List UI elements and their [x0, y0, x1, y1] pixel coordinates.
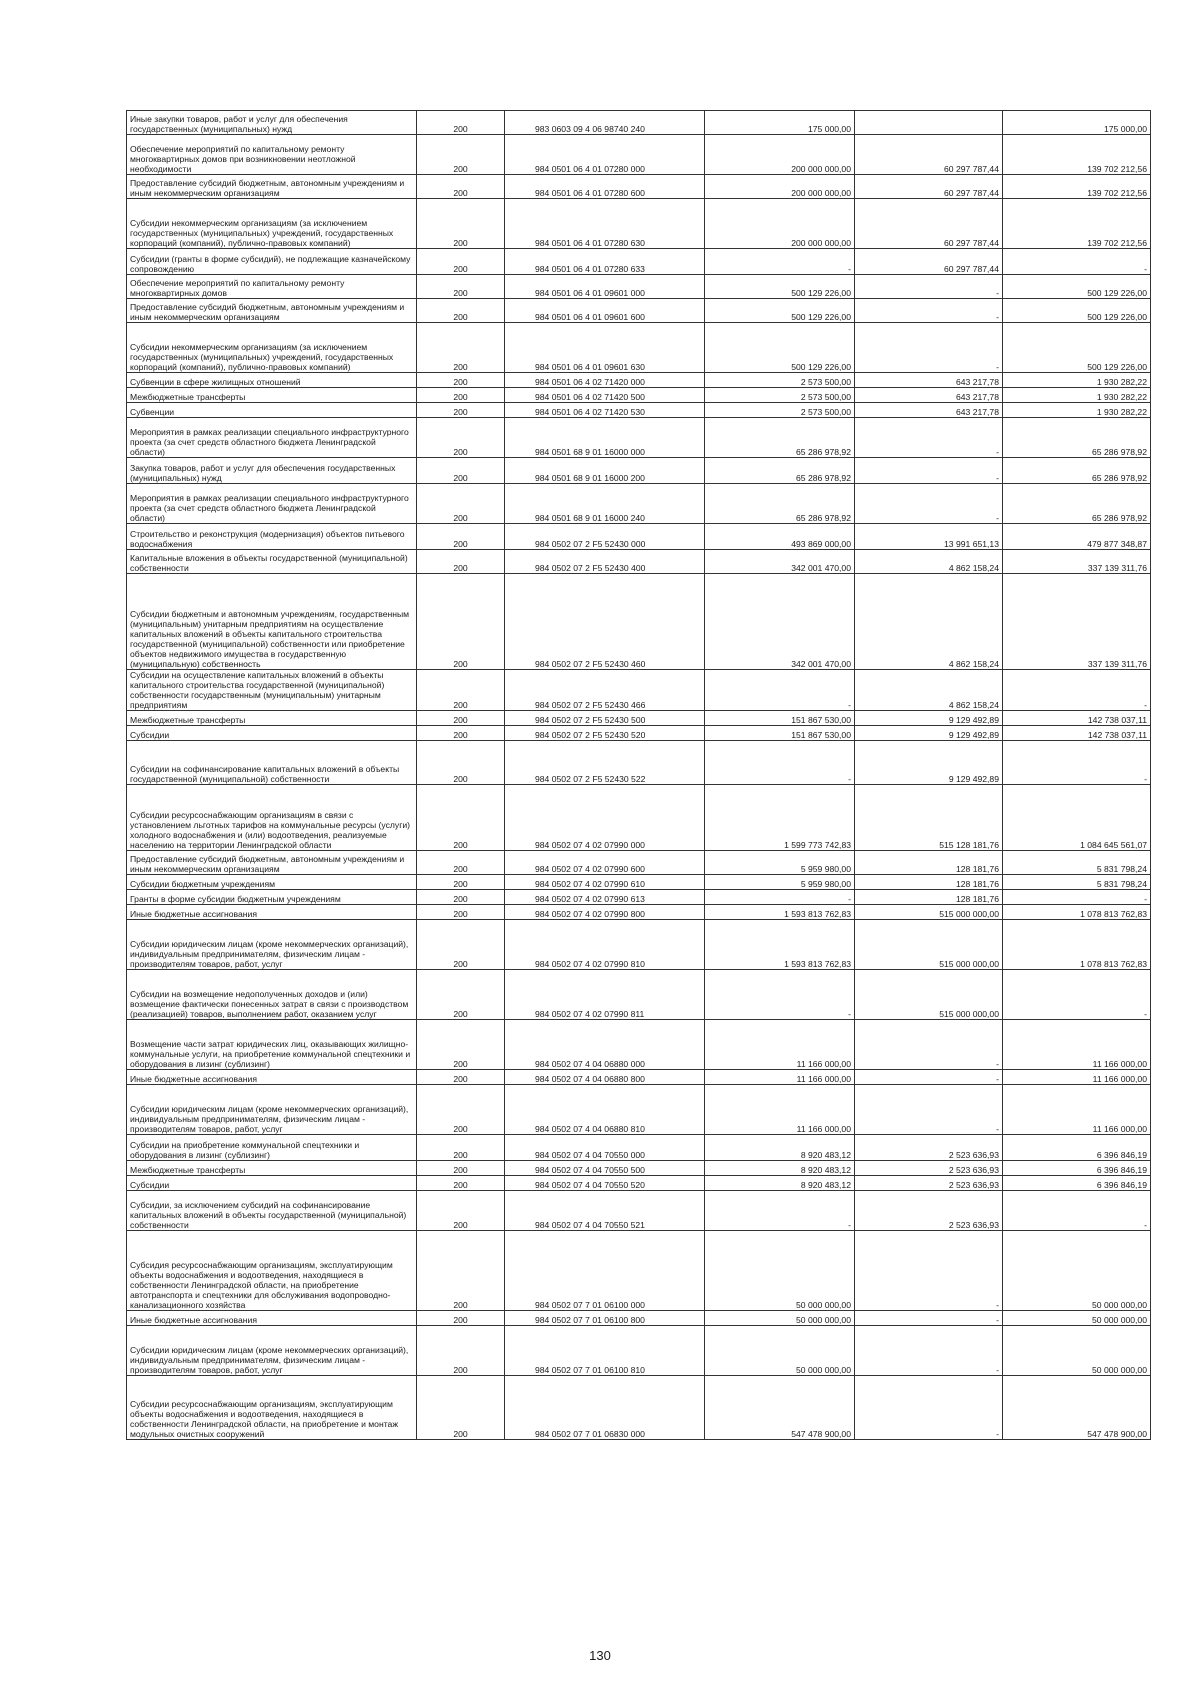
cell-executed: - [855, 275, 1003, 299]
cell-name: Субсидии [127, 1176, 417, 1191]
table-row [127, 1191, 1151, 1231]
cell-code: 200 [417, 1070, 505, 1085]
cell-executed: 128 181,76 [855, 890, 1003, 905]
cell-executed: 2 523 636,93 [855, 1176, 1003, 1191]
cell-code: 200 [417, 1176, 505, 1191]
budget-table [126, 110, 1151, 1440]
cell-executed: - [855, 418, 1003, 458]
cell-code: 200 [417, 890, 505, 905]
cell-executed: 60 297 787,44 [855, 249, 1003, 275]
cell-approved: 65 286 978,92 [705, 458, 855, 484]
cell-code: 200 [417, 1161, 505, 1176]
cell-approved: 151 867 530,00 [705, 711, 855, 726]
table-row [127, 135, 1151, 175]
cell-code: 200 [417, 574, 505, 670]
cell-code: 200 [417, 249, 505, 275]
cell-approved: 8 920 483,12 [705, 1176, 855, 1191]
cell-approved: 50 000 000,00 [705, 1311, 855, 1326]
cell-remaining: 5 831 798,24 [1003, 875, 1151, 890]
cell-executed: 4 862 158,24 [855, 550, 1003, 574]
cell-code: 200 [417, 711, 505, 726]
table-row [127, 905, 1151, 920]
cell-name: Субсидии бюджетным учреждениям [127, 875, 417, 890]
cell-code: 200 [417, 550, 505, 574]
cell-kbk: 984 0501 68 9 01 16000 000 [505, 418, 705, 458]
cell-name: Субсидии юридическим лицам (кроме некоммерческих организаций), индивидуальным предпринимателям, физическим лицам - производителям товаров, работ, услуг [127, 1326, 417, 1376]
cell-executed: 4 862 158,24 [855, 670, 1003, 711]
cell-executed: - [855, 1085, 1003, 1135]
table-row [127, 711, 1151, 726]
table-row [127, 1376, 1151, 1440]
table-row [127, 970, 1151, 1020]
cell-name: Субсидии бюджетным и автономным учреждениям, государственным (муниципальным) унитарным предприятиям на осуществление капитальных вложений в объекты капитального строительства государственной (муниципальной) собственности или приобретение объектов недвижимого имущества в государственную (муниципальную) собственность [127, 574, 417, 670]
table-row [127, 484, 1151, 524]
table-row [127, 249, 1151, 275]
table-row [127, 890, 1151, 905]
cell-kbk: 984 0502 07 4 04 70550 520 [505, 1176, 705, 1191]
table-row [127, 726, 1151, 741]
cell-code: 200 [417, 458, 505, 484]
cell-approved: 50 000 000,00 [705, 1231, 855, 1311]
cell-remaining: 1 078 813 762,83 [1003, 920, 1151, 970]
cell-code: 200 [417, 851, 505, 875]
cell-executed: 515 000 000,00 [855, 920, 1003, 970]
table-row [127, 323, 1151, 373]
cell-code: 200 [417, 741, 505, 785]
cell-executed: 2 523 636,93 [855, 1191, 1003, 1231]
cell-executed: 128 181,76 [855, 851, 1003, 875]
cell-approved: 65 286 978,92 [705, 484, 855, 524]
cell-approved: 342 001 470,00 [705, 574, 855, 670]
cell-name: Мероприятия в рамках реализации специального инфраструктурного проекта (за счет средств областного бюджета Ленинградской области) [127, 484, 417, 524]
cell-executed: - [855, 1070, 1003, 1085]
cell-executed: - [855, 1376, 1003, 1440]
table-row [127, 1311, 1151, 1326]
cell-kbk: 984 0501 06 4 01 07280 600 [505, 175, 705, 199]
table-row [127, 373, 1151, 388]
cell-code: 200 [417, 373, 505, 388]
table-row [127, 920, 1151, 970]
cell-remaining: 337 139 311,76 [1003, 550, 1151, 574]
cell-approved: 500 129 226,00 [705, 323, 855, 373]
cell-remaining: 65 286 978,92 [1003, 418, 1151, 458]
cell-name: Субсидии (гранты в форме субсидий), не подлежащие казначейскому сопровождению [127, 249, 417, 275]
cell-kbk: 984 0502 07 4 04 06880 000 [505, 1020, 705, 1070]
cell-kbk: 983 0603 09 4 06 98740 240 [505, 111, 705, 135]
cell-remaining: 1 930 282,22 [1003, 403, 1151, 418]
cell-name: Субсидии на приобретение коммунальной спецтехники и оборудования в лизинг (сублизинг) [127, 1135, 417, 1161]
cell-remaining: 11 166 000,00 [1003, 1070, 1151, 1085]
cell-remaining: 175 000,00 [1003, 111, 1151, 135]
cell-approved: 11 166 000,00 [705, 1085, 855, 1135]
cell-remaining: 500 129 226,00 [1003, 275, 1151, 299]
cell-code: 200 [417, 726, 505, 741]
cell-remaining: 479 877 348,87 [1003, 524, 1151, 550]
cell-kbk: 984 0502 07 4 04 70550 521 [505, 1191, 705, 1231]
cell-remaining: 6 396 846,19 [1003, 1135, 1151, 1161]
cell-approved: - [705, 890, 855, 905]
cell-executed: 60 297 787,44 [855, 199, 1003, 249]
cell-name: Гранты в форме субсидии бюджетным учреждениям [127, 890, 417, 905]
cell-name: Капитальные вложения в объекты государственной (муниципальной) собственности [127, 550, 417, 574]
cell-kbk: 984 0502 07 2 F5 52430 520 [505, 726, 705, 741]
cell-executed: 515 000 000,00 [855, 970, 1003, 1020]
cell-remaining: 1 084 645 561,07 [1003, 785, 1151, 851]
cell-kbk: 984 0502 07 4 04 70550 000 [505, 1135, 705, 1161]
cell-code: 200 [417, 111, 505, 135]
cell-remaining: 139 702 212,56 [1003, 199, 1151, 249]
cell-kbk: 984 0502 07 7 01 06830 000 [505, 1376, 705, 1440]
cell-kbk: 984 0502 07 7 01 06100 810 [505, 1326, 705, 1376]
cell-approved: 5 959 980,00 [705, 851, 855, 875]
cell-code: 200 [417, 275, 505, 299]
table-row [127, 388, 1151, 403]
budget-table-container [126, 110, 1150, 1440]
cell-remaining: 139 702 212,56 [1003, 175, 1151, 199]
table-row [127, 875, 1151, 890]
cell-executed: - [855, 458, 1003, 484]
cell-executed: 60 297 787,44 [855, 135, 1003, 175]
cell-executed: 128 181,76 [855, 875, 1003, 890]
cell-executed: 4 862 158,24 [855, 574, 1003, 670]
cell-approved: 500 129 226,00 [705, 275, 855, 299]
cell-executed: 643 217,78 [855, 388, 1003, 403]
cell-kbk: 984 0502 07 2 F5 52430 466 [505, 670, 705, 711]
cell-name: Межбюджетные трансферты [127, 388, 417, 403]
table-row [127, 670, 1151, 711]
cell-approved: 65 286 978,92 [705, 418, 855, 458]
cell-code: 200 [417, 905, 505, 920]
cell-remaining: 139 702 212,56 [1003, 135, 1151, 175]
table-row [127, 403, 1151, 418]
cell-name: Субсидии ресурсоснабжающим организациям в связи с установлением льготных тарифов на коммунальные ресурсы (услуги) холодного водоснабжения и (или) водоотведения, реализуемые населению на территории Ленинградской области [127, 785, 417, 851]
cell-code: 200 [417, 1135, 505, 1161]
cell-executed [855, 111, 1003, 135]
table-row [127, 275, 1151, 299]
cell-approved: 151 867 530,00 [705, 726, 855, 741]
cell-code: 200 [417, 388, 505, 403]
cell-remaining: - [1003, 1191, 1151, 1231]
cell-code: 200 [417, 1326, 505, 1376]
cell-kbk: 984 0502 07 7 01 06100 000 [505, 1231, 705, 1311]
cell-name: Субвенции [127, 403, 417, 418]
table-row [127, 741, 1151, 785]
cell-code: 200 [417, 135, 505, 175]
cell-code: 200 [417, 875, 505, 890]
table-row [127, 1231, 1151, 1311]
cell-approved: 11 166 000,00 [705, 1070, 855, 1085]
cell-approved: 2 573 500,00 [705, 373, 855, 388]
cell-approved: 500 129 226,00 [705, 299, 855, 323]
cell-kbk: 984 0502 07 4 04 70550 500 [505, 1161, 705, 1176]
cell-remaining: 547 478 900,00 [1003, 1376, 1151, 1440]
cell-kbk: 984 0502 07 2 F5 52430 460 [505, 574, 705, 670]
cell-approved: 8 920 483,12 [705, 1135, 855, 1161]
cell-name: Субсидии [127, 726, 417, 741]
cell-executed: 9 129 492,89 [855, 711, 1003, 726]
cell-name: Субсидии некоммерческим организациям (за исключением государственных (муниципальных) учреждений, государственных корпораций (компаний), публично-правовых компаний) [127, 323, 417, 373]
cell-executed: - [855, 1020, 1003, 1070]
cell-remaining: 1 078 813 762,83 [1003, 905, 1151, 920]
cell-code: 200 [417, 299, 505, 323]
cell-code: 200 [417, 403, 505, 418]
cell-remaining: 337 139 311,76 [1003, 574, 1151, 670]
cell-remaining: 11 166 000,00 [1003, 1020, 1151, 1070]
cell-name: Иные бюджетные ассигнования [127, 1070, 417, 1085]
cell-code: 200 [417, 970, 505, 1020]
cell-kbk: 984 0502 07 4 02 07990 800 [505, 905, 705, 920]
cell-remaining: - [1003, 890, 1151, 905]
cell-approved: - [705, 970, 855, 1020]
table-row [127, 785, 1151, 851]
cell-code: 200 [417, 418, 505, 458]
cell-code: 200 [417, 920, 505, 970]
cell-name: Иные бюджетные ассигнования [127, 1311, 417, 1326]
cell-code: 200 [417, 199, 505, 249]
cell-name: Мероприятия в рамках реализации специального инфраструктурного проекта (за счет средств областного бюджета Ленинградской области) [127, 418, 417, 458]
cell-code: 200 [417, 524, 505, 550]
cell-name: Субсидии, за исключением субсидий на софинансирование капитальных вложений в объекты государственной (муниципальной) собственности [127, 1191, 417, 1231]
cell-code: 200 [417, 1020, 505, 1070]
cell-remaining: 50 000 000,00 [1003, 1326, 1151, 1376]
cell-executed: - [855, 299, 1003, 323]
cell-kbk: 984 0501 06 4 02 71420 530 [505, 403, 705, 418]
cell-kbk: 984 0502 07 2 F5 52430 500 [505, 711, 705, 726]
table-row [127, 1020, 1151, 1070]
cell-kbk: 984 0502 07 2 F5 52430 000 [505, 524, 705, 550]
cell-executed: - [855, 1311, 1003, 1326]
table-row [127, 1085, 1151, 1135]
cell-kbk: 984 0502 07 7 01 06100 800 [505, 1311, 705, 1326]
cell-name: Предоставление субсидий бюджетным, автономным учреждениям и иным некоммерческим организациям [127, 851, 417, 875]
cell-kbk: 984 0502 07 2 F5 52430 522 [505, 741, 705, 785]
cell-kbk: 984 0501 06 4 01 07280 000 [505, 135, 705, 175]
cell-name: Строительство и реконструкция (модернизация) объектов питьевого водоснабжения [127, 524, 417, 550]
table-row [127, 851, 1151, 875]
cell-name: Субвенции в сфере жилищных отношений [127, 373, 417, 388]
cell-kbk: 984 0501 06 4 01 07280 630 [505, 199, 705, 249]
cell-executed: 9 129 492,89 [855, 741, 1003, 785]
cell-remaining: 142 738 037,11 [1003, 711, 1151, 726]
cell-name: Иные бюджетные ассигнования [127, 905, 417, 920]
cell-name: Межбюджетные трансферты [127, 1161, 417, 1176]
cell-executed: 2 523 636,93 [855, 1161, 1003, 1176]
cell-remaining: 65 286 978,92 [1003, 484, 1151, 524]
cell-code: 200 [417, 484, 505, 524]
cell-code: 200 [417, 323, 505, 373]
cell-approved: 2 573 500,00 [705, 388, 855, 403]
cell-remaining: - [1003, 970, 1151, 1020]
cell-remaining: 6 396 846,19 [1003, 1161, 1151, 1176]
cell-executed: 2 523 636,93 [855, 1135, 1003, 1161]
cell-approved: - [705, 741, 855, 785]
cell-remaining: 142 738 037,11 [1003, 726, 1151, 741]
cell-kbk: 984 0502 07 4 02 07990 613 [505, 890, 705, 905]
cell-approved: 2 573 500,00 [705, 403, 855, 418]
cell-name: Закупка товаров, работ и услуг для обеспечения государственных (муниципальных) нужд [127, 458, 417, 484]
cell-name: Субсидии на возмещение недополученных доходов и (или) возмещение фактически понесенных затрат в связи с производством (реализацией) товаров, выполнением работ, оказанием услуг [127, 970, 417, 1020]
cell-executed: 515 000 000,00 [855, 905, 1003, 920]
cell-approved: 200 000 000,00 [705, 135, 855, 175]
cell-name: Предоставление субсидий бюджетным, автономным учреждениям и иным некоммерческим организациям [127, 175, 417, 199]
cell-remaining: 500 129 226,00 [1003, 299, 1151, 323]
cell-name: Предоставление субсидий бюджетным, автономным учреждениям и иным некоммерческим организациям [127, 299, 417, 323]
cell-name: Обеспечение мероприятий по капитальному ремонту многоквартирных домов при возникновении неотложной необходимости [127, 135, 417, 175]
cell-executed: - [855, 484, 1003, 524]
cell-remaining: 500 129 226,00 [1003, 323, 1151, 373]
cell-kbk: 984 0502 07 4 02 07990 610 [505, 875, 705, 890]
cell-kbk: 984 0501 68 9 01 16000 200 [505, 458, 705, 484]
cell-remaining: 5 831 798,24 [1003, 851, 1151, 875]
cell-remaining: 50 000 000,00 [1003, 1231, 1151, 1311]
cell-approved: - [705, 670, 855, 711]
cell-executed: 643 217,78 [855, 373, 1003, 388]
cell-kbk: 984 0502 07 4 04 06880 800 [505, 1070, 705, 1085]
cell-approved: 547 478 900,00 [705, 1376, 855, 1440]
cell-kbk: 984 0501 06 4 02 71420 500 [505, 388, 705, 403]
cell-approved: 342 001 470,00 [705, 550, 855, 574]
cell-name: Иные закупки товаров, работ и услуг для обеспечения государственных (муниципальных) нужд [127, 111, 417, 135]
cell-approved: 1 593 813 762,83 [705, 920, 855, 970]
table-row [127, 175, 1151, 199]
cell-name: Субсидия ресурсоснабжающим организациям, эксплуатирующим объекты водоснабжения и водоотведения, находящиеся в собственности Ленинградской области, на приобретение автотранспорта и спецтехники для обслуживания водопроводно-канализационного хозяйства [127, 1231, 417, 1311]
cell-executed: - [855, 1231, 1003, 1311]
cell-remaining: 6 396 846,19 [1003, 1176, 1151, 1191]
cell-kbk: 984 0502 07 4 02 07990 810 [505, 920, 705, 970]
cell-kbk: 984 0501 68 9 01 16000 240 [505, 484, 705, 524]
cell-approved: - [705, 249, 855, 275]
cell-executed: 515 128 181,76 [855, 785, 1003, 851]
cell-name: Субсидии на осуществление капитальных вложений в объекты капитального строительства государственной (муниципальной) собственности государственным (муниципальным) унитарным предприятиям [127, 670, 417, 711]
cell-executed: - [855, 323, 1003, 373]
cell-kbk: 984 0502 07 2 F5 52430 400 [505, 550, 705, 574]
cell-code: 200 [417, 1311, 505, 1326]
budget-table-body [127, 111, 1151, 1440]
cell-name: Обеспечение мероприятий по капитальному ремонту многоквартирных домов [127, 275, 417, 299]
cell-executed: - [855, 1326, 1003, 1376]
cell-name: Субсидии ресурсоснабжающим организациям, эксплуатирующим объекты водоснабжения и водоотведения, находящиеся в собственности Ленинградской области, на приобретение и монтаж модульных очистных сооружений [127, 1376, 417, 1440]
table-row [127, 524, 1151, 550]
cell-approved: 1 593 813 762,83 [705, 905, 855, 920]
cell-approved: 11 166 000,00 [705, 1020, 855, 1070]
cell-approved: 493 869 000,00 [705, 524, 855, 550]
cell-name: Субсидии юридическим лицам (кроме некоммерческих организаций), индивидуальным предпринимателям, физическим лицам - производителям товаров, работ, услуг [127, 920, 417, 970]
cell-kbk: 984 0502 07 4 02 07990 000 [505, 785, 705, 851]
cell-remaining: 1 930 282,22 [1003, 373, 1151, 388]
cell-approved: 1 599 773 742,83 [705, 785, 855, 851]
cell-kbk: 984 0502 07 4 02 07990 811 [505, 970, 705, 1020]
table-row [127, 299, 1151, 323]
cell-remaining: 65 286 978,92 [1003, 458, 1151, 484]
table-row [127, 1326, 1151, 1376]
page-number: 130 [589, 1648, 611, 1663]
table-row [127, 111, 1151, 135]
cell-executed: 9 129 492,89 [855, 726, 1003, 741]
cell-executed: 13 991 651,13 [855, 524, 1003, 550]
cell-executed: 643 217,78 [855, 403, 1003, 418]
cell-remaining: - [1003, 670, 1151, 711]
cell-kbk: 984 0501 06 4 01 07280 633 [505, 249, 705, 275]
table-row [127, 458, 1151, 484]
cell-remaining: 50 000 000,00 [1003, 1311, 1151, 1326]
cell-kbk: 984 0501 06 4 01 09601 630 [505, 323, 705, 373]
cell-executed: 60 297 787,44 [855, 175, 1003, 199]
cell-code: 200 [417, 1231, 505, 1311]
cell-kbk: 984 0501 06 4 02 71420 000 [505, 373, 705, 388]
cell-approved: 8 920 483,12 [705, 1161, 855, 1176]
cell-approved: - [705, 1191, 855, 1231]
table-row [127, 550, 1151, 574]
cell-kbk: 984 0502 07 4 02 07990 600 [505, 851, 705, 875]
cell-kbk: 984 0501 06 4 01 09601 600 [505, 299, 705, 323]
table-row [127, 1070, 1151, 1085]
table-row [127, 418, 1151, 458]
cell-approved: 50 000 000,00 [705, 1326, 855, 1376]
cell-code: 200 [417, 175, 505, 199]
cell-code: 200 [417, 1376, 505, 1440]
cell-remaining: - [1003, 741, 1151, 785]
cell-code: 200 [417, 785, 505, 851]
table-row [127, 574, 1151, 670]
table-row [127, 1161, 1151, 1176]
cell-remaining: 1 930 282,22 [1003, 388, 1151, 403]
cell-approved: 200 000 000,00 [705, 175, 855, 199]
cell-name: Межбюджетные трансферты [127, 711, 417, 726]
cell-remaining: - [1003, 249, 1151, 275]
cell-approved: 200 000 000,00 [705, 199, 855, 249]
cell-code: 200 [417, 1191, 505, 1231]
cell-approved: 5 959 980,00 [705, 875, 855, 890]
table-row [127, 1176, 1151, 1191]
cell-approved: 175 000,00 [705, 111, 855, 135]
cell-code: 200 [417, 670, 505, 711]
table-row [127, 1135, 1151, 1161]
cell-code: 200 [417, 1085, 505, 1135]
cell-kbk: 984 0502 07 4 04 06880 810 [505, 1085, 705, 1135]
cell-name: Субсидии некоммерческим организациям (за исключением государственных (муниципальных) учреждений, государственных корпораций (компаний), публично-правовых компаний) [127, 199, 417, 249]
cell-remaining: 11 166 000,00 [1003, 1085, 1151, 1135]
cell-name: Возмещение части затрат юридических лиц, оказывающих жилищно-коммунальные услуги, на приобретение коммунальной спецтехники и оборудования в лизинг (сублизинг) [127, 1020, 417, 1070]
cell-name: Субсидии на софинансирование капитальных вложений в объекты государственной (муниципальной) собственности [127, 741, 417, 785]
table-row [127, 199, 1151, 249]
cell-kbk: 984 0501 06 4 01 09601 000 [505, 275, 705, 299]
cell-name: Субсидии юридическим лицам (кроме некоммерческих организаций), индивидуальным предпринимателям, физическим лицам - производителям товаров, работ, услуг [127, 1085, 417, 1135]
